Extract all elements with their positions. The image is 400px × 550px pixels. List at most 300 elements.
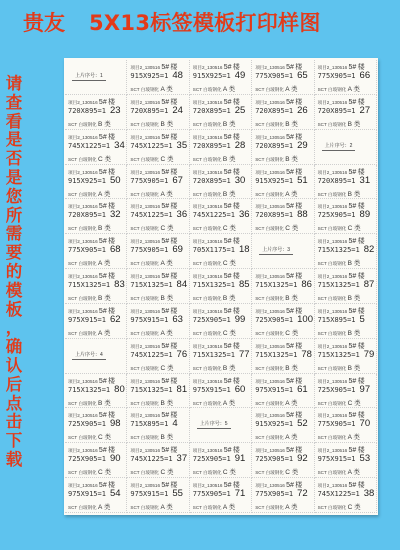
project-code: 项目2_130516 [255, 274, 285, 280]
spec-line [68, 398, 111, 407]
building-unit: 楼 [170, 482, 178, 490]
size-line [193, 105, 246, 116]
glass-spec: SCT 白玻钢化 [317, 191, 347, 197]
sequence-label: 上片序号：5 [199, 421, 228, 428]
spec-line [68, 119, 111, 128]
glass-spec: SCT 白玻钢化 [192, 261, 222, 267]
label-cell [190, 339, 252, 374]
building-number: 5# [161, 203, 170, 211]
glass-spec: SCT 白玻钢化 [192, 296, 222, 302]
size-line [255, 314, 313, 325]
label-cell [252, 443, 314, 478]
label-cell [65, 408, 127, 443]
project-code: 项目2_130516 [317, 169, 348, 175]
label-cell [315, 165, 377, 200]
building-unit: 楼 [170, 412, 178, 420]
glass-class: A 类 [285, 434, 298, 442]
piece-number: 55 [172, 488, 183, 500]
label-cell [127, 199, 189, 234]
glass-class: B 类 [98, 399, 111, 407]
project-code: 项目2_130516 [192, 274, 223, 280]
prompt-char: 要 [5, 243, 23, 263]
size-line [130, 488, 183, 499]
building-unit: 楼 [357, 482, 365, 490]
label-cell [315, 199, 377, 234]
glass-spec: SCT 白玻钢化 [68, 191, 97, 197]
glass-size: 745X1225=1 [192, 211, 235, 220]
building-unit: 楼 [108, 203, 115, 211]
label-grid [65, 60, 377, 513]
piece-number: 67 [172, 174, 183, 186]
piece-number: 24 [172, 104, 183, 116]
piece-number: 89 [359, 209, 371, 221]
piece-number: 34 [114, 139, 125, 151]
label-cell [252, 269, 314, 304]
prompt-char: 您 [5, 186, 23, 206]
piece-number: 61 [297, 383, 308, 395]
project-code: 项目2_130516 [130, 65, 161, 70]
glass-spec: SCT 白玻钢化 [317, 365, 347, 371]
brand-name: 贵友 [23, 11, 65, 35]
label-cell [315, 304, 377, 339]
piece-number: 37 [176, 453, 188, 465]
glass-class: A 类 [347, 434, 360, 442]
spec-line [318, 328, 361, 337]
size-line [130, 279, 187, 290]
spec-line [130, 363, 173, 372]
size-line [68, 105, 121, 116]
size-line [255, 140, 308, 151]
prompt-char: 载 [5, 449, 23, 469]
glass-size: 720X895=1 [255, 141, 294, 150]
spec-line [318, 398, 361, 407]
label-cell [315, 95, 377, 130]
label-cell [127, 130, 189, 165]
spec-line [130, 84, 172, 93]
building-unit: 楼 [108, 168, 115, 176]
size-line [193, 279, 250, 290]
size-line [130, 418, 177, 429]
label-cell [252, 374, 314, 409]
label-cell [252, 339, 314, 374]
glass-size: 720X895=1 [192, 141, 231, 150]
project-code: 项目2_130516 [68, 99, 98, 105]
size-line [318, 105, 371, 116]
prompt-char: 认 [5, 355, 23, 375]
glass-class: C 类 [285, 329, 299, 337]
prompt-char: 否 [5, 149, 23, 169]
glass-size: 975X915=1 [192, 385, 231, 394]
glass-spec: SCT 白玻钢化 [255, 470, 284, 476]
building-unit: 楼 [357, 64, 365, 71]
label-cell [315, 60, 377, 95]
spec-line [255, 84, 297, 93]
glass-class: A 类 [222, 399, 236, 407]
project-code: 项目2_130516 [192, 65, 223, 70]
glass-spec: SCT 白玻钢化 [68, 156, 97, 162]
spec-line [130, 223, 173, 232]
size-line [130, 209, 187, 220]
piece-number: 62 [109, 313, 121, 325]
label-cell [190, 165, 252, 200]
project-code: 项目2_130516 [317, 204, 348, 210]
piece-number: 79 [363, 348, 375, 360]
glass-class: A 类 [160, 260, 173, 268]
project-code: 项目2_130516 [192, 204, 223, 210]
glass-class: C 类 [222, 225, 236, 233]
label-cell [65, 234, 127, 269]
glass-spec: SCT 白玻钢化 [255, 365, 284, 371]
glass-size: 775X905=1 [130, 176, 169, 185]
glass-size: 725X905=1 [255, 455, 294, 464]
glass-spec: SCT 白玻钢化 [317, 226, 347, 232]
spec-line [130, 398, 173, 407]
piece-number: 78 [301, 348, 312, 360]
glass-class: C 类 [160, 225, 174, 233]
glass-size: 745X1225=1 [130, 141, 173, 150]
building-unit: 楼 [232, 133, 240, 141]
building-number: 5# [98, 447, 107, 455]
building-number: 5# [348, 307, 357, 315]
glass-class: B 类 [222, 295, 236, 303]
project-code: 项目2_130516 [317, 239, 348, 245]
piece-number: 27 [359, 104, 371, 116]
building-unit: 楼 [232, 98, 240, 106]
project-code: 项目2_130516 [317, 413, 348, 419]
glass-spec: SCT 白玻钢化 [317, 261, 347, 267]
glass-spec: SCT 白玻钢化 [130, 505, 160, 511]
glass-class: A 类 [160, 504, 173, 512]
glass-size: 715X1325=1 [255, 350, 298, 359]
building-unit: 楼 [108, 447, 115, 455]
glass-class: A 类 [285, 504, 298, 512]
size-line [318, 279, 375, 290]
piece-number: 60 [234, 383, 246, 395]
project-code: 项目2_130516 [192, 378, 223, 384]
size-line [255, 105, 308, 116]
glass-class: C 类 [98, 469, 112, 477]
project-code: 项目2_130516 [192, 308, 223, 314]
label-cell [190, 443, 252, 478]
project-code: 项目2_130516 [317, 65, 348, 70]
glass-class: B 类 [160, 120, 174, 128]
building-number: 5# [286, 412, 294, 420]
building-unit: 楼 [232, 64, 240, 71]
label-cell [65, 165, 127, 200]
building-number: 5# [98, 412, 107, 420]
size-line [255, 175, 308, 186]
piece-number: 92 [297, 453, 308, 465]
glass-spec: SCT 白玻钢化 [68, 261, 97, 267]
label-cell [65, 269, 127, 304]
spec-line [193, 119, 236, 128]
size-line [68, 209, 121, 220]
glass-spec: SCT 白玻钢化 [130, 87, 160, 92]
prompt-char: 是 [5, 167, 23, 187]
glass-spec: SCT 白玻钢化 [130, 365, 160, 371]
building-unit: 楼 [357, 377, 365, 385]
label-cell [315, 234, 377, 269]
glass-size: 725X905=1 [255, 315, 294, 324]
label-cell [190, 130, 252, 165]
sequence-label: 上片序号：2 [324, 142, 353, 149]
label-cell-placeholder [65, 339, 127, 374]
label-cell [315, 374, 377, 409]
glass-size: 725X905=1 [192, 315, 231, 324]
piece-number: 66 [359, 70, 371, 81]
building-number: 5# [223, 203, 232, 211]
building-unit: 楼 [295, 64, 303, 71]
spec-line [318, 84, 360, 93]
label-cell [190, 269, 252, 304]
glass-spec: SCT 白玻钢化 [317, 121, 347, 127]
label-cell [315, 408, 377, 443]
glass-size: 715X1325=1 [68, 281, 111, 290]
glass-size: 720X895=1 [192, 176, 231, 185]
label-cell [315, 269, 377, 304]
building-number: 5# [348, 64, 357, 71]
project-code: 项目2_130516 [68, 413, 98, 419]
building-unit: 楼 [232, 447, 240, 455]
spec-line [130, 328, 172, 337]
size-line [318, 314, 365, 325]
glass-class: B 类 [222, 120, 236, 128]
building-number: 5# [98, 273, 107, 281]
building-number: 5# [286, 447, 294, 455]
project-code: 项目2_130516 [130, 169, 161, 175]
glass-class: B 类 [347, 364, 361, 372]
glass-size: 725X905=1 [68, 420, 106, 429]
spec-line [255, 502, 297, 511]
glass-class: B 类 [98, 120, 111, 128]
building-number: 5# [286, 377, 294, 385]
size-line [193, 209, 250, 220]
project-code: 项目2_130516 [192, 134, 223, 140]
glass-class: C 类 [285, 225, 299, 233]
piece-number: 72 [297, 488, 308, 500]
glass-spec: SCT 白玻钢化 [317, 435, 347, 441]
spec-line [318, 363, 361, 372]
label-cell [127, 95, 189, 130]
piece-number: 53 [359, 453, 371, 465]
spec-line [255, 293, 298, 302]
piece-number: 63 [172, 313, 183, 325]
building-number: 5# [348, 238, 357, 246]
project-code: 项目2_130516 [130, 378, 161, 384]
spec-line [68, 502, 110, 511]
building-number: 5# [161, 447, 170, 455]
glass-class: B 类 [347, 120, 361, 128]
glass-size: 720X895=1 [255, 211, 294, 220]
glass-spec: SCT 白玻钢化 [255, 191, 284, 197]
project-code: 项目2_130516 [68, 239, 98, 245]
spec-line [130, 189, 172, 198]
building-number: 5# [348, 412, 357, 420]
glass-class: A 类 [222, 86, 236, 93]
piece-number: 88 [297, 209, 308, 221]
spec-line [193, 328, 236, 337]
size-line [255, 488, 308, 499]
label-cell [252, 60, 314, 95]
piece-number: 87 [363, 279, 375, 291]
label-cell [315, 478, 377, 513]
size-line [193, 314, 246, 325]
project-code: 项目2_130516 [317, 343, 348, 349]
label-cell [315, 443, 377, 478]
glass-size: 745X1225=1 [130, 211, 173, 220]
glass-spec: SCT 白玻钢化 [317, 296, 347, 302]
piece-number: 31 [359, 174, 371, 186]
building-unit: 楼 [357, 203, 365, 211]
prompt-char: 板 [5, 299, 23, 319]
size-line [68, 418, 121, 429]
spec-line [68, 258, 110, 267]
building-unit: 楼 [170, 377, 178, 385]
spec-line [193, 293, 236, 302]
building-number: 5# [286, 307, 294, 315]
spec-line [68, 467, 111, 476]
glass-size: 915X925=1 [192, 72, 231, 80]
glass-class: C 类 [98, 155, 112, 163]
piece-number: 85 [238, 279, 250, 291]
project-code: 项目2_130516 [255, 413, 285, 419]
piece-number: 91 [234, 453, 246, 465]
prompt-char: 确 [5, 337, 23, 357]
project-code: 项目2_130516 [130, 239, 161, 245]
building-number: 5# [161, 64, 170, 71]
piece-number: 51 [297, 174, 308, 186]
building-number: 5# [286, 342, 294, 350]
building-unit: 楼 [295, 273, 303, 281]
building-number: 5# [98, 168, 107, 176]
glass-spec: SCT 白玻钢化 [255, 87, 284, 92]
glass-class: A 类 [160, 190, 173, 198]
project-code: 项目2_130516 [68, 204, 98, 210]
spec-line [255, 432, 297, 441]
glass-class: C 类 [347, 225, 361, 233]
project-code: 项目2_130516 [68, 483, 98, 489]
glass-spec: SCT 白玻钢化 [317, 505, 347, 511]
glass-class: A 类 [98, 504, 111, 512]
glass-size: 775X905=1 [192, 490, 231, 499]
building-number: 5# [161, 273, 170, 281]
glass-class: C 类 [285, 469, 299, 477]
prompt-char: 所 [5, 205, 23, 225]
glass-class: A 类 [285, 399, 298, 407]
piece-number: 32 [109, 209, 121, 221]
glass-spec: SCT 白玻钢化 [68, 226, 97, 232]
spec-line [130, 293, 173, 302]
spec-line [255, 398, 297, 407]
glass-size: 715X1325=1 [68, 385, 111, 394]
glass-size: 720X895=1 [192, 106, 231, 115]
project-code: 项目2_130516 [317, 308, 348, 314]
project-code: 项目2_130516 [255, 448, 285, 454]
glass-size: 715X1325=1 [317, 281, 360, 290]
glass-size: 775X905=1 [130, 246, 169, 255]
label-cell [190, 199, 252, 234]
building-number: 5# [348, 203, 357, 211]
label-cell-placeholder [65, 60, 127, 95]
project-code: 项目2_130516 [192, 343, 223, 349]
size-line [318, 384, 371, 395]
glass-class: B 类 [222, 190, 236, 198]
glass-spec: SCT 白玻钢化 [192, 470, 222, 476]
building-unit: 楼 [108, 238, 115, 246]
building-unit: 楼 [170, 273, 178, 281]
project-code: 项目2_130516 [192, 448, 223, 454]
building-number: 5# [98, 203, 107, 211]
label-cell [252, 304, 314, 339]
glass-class: B 类 [285, 364, 298, 372]
glass-spec: SCT 白玻钢化 [317, 87, 347, 92]
label-cell [252, 95, 314, 130]
prompt-char: 击 [5, 412, 23, 432]
building-unit: 楼 [357, 342, 365, 350]
size-line [130, 140, 187, 151]
building-unit: 楼 [295, 168, 303, 176]
glass-class: A 类 [285, 86, 298, 93]
building-number: 5# [348, 342, 357, 350]
spec-line [255, 189, 297, 198]
glass-spec: SCT 白玻钢化 [192, 365, 222, 371]
glass-size: 975X915=1 [317, 455, 356, 464]
glass-spec: SCT 白玻钢化 [130, 261, 160, 267]
building-number: 5# [223, 342, 232, 350]
building-unit: 楼 [232, 203, 240, 211]
glass-class: B 类 [222, 364, 236, 372]
label-cell [252, 165, 314, 200]
glass-spec: SCT 白玻钢化 [192, 191, 222, 197]
glass-class: C 类 [222, 469, 236, 477]
glass-class: C 类 [347, 399, 361, 407]
size-line [68, 314, 121, 325]
glass-size: 720X895=1 [255, 106, 294, 115]
project-code: 项目2_130516 [68, 378, 98, 384]
project-code: 项目2_130516 [130, 134, 161, 140]
label-cell [127, 374, 189, 409]
size-line [193, 453, 246, 464]
glass-size: 725X905=1 [317, 385, 356, 394]
building-unit: 楼 [170, 342, 178, 350]
size-line [193, 175, 246, 186]
building-number: 5# [161, 482, 170, 490]
glass-size: 720X895=1 [68, 211, 106, 220]
building-number: 5# [223, 273, 232, 281]
building-number: 5# [223, 238, 232, 246]
glass-class: A 类 [347, 469, 360, 477]
spec-line [318, 119, 361, 128]
spec-line [193, 363, 236, 372]
glass-class: B 类 [98, 225, 111, 233]
glass-class: A 类 [160, 329, 173, 337]
building-unit: 楼 [170, 447, 178, 455]
size-line [130, 384, 187, 395]
spec-line [68, 293, 111, 302]
glass-class: A 类 [347, 86, 360, 93]
spec-line [130, 258, 172, 267]
size-line [193, 349, 250, 360]
glass-class: B 类 [285, 155, 298, 163]
size-line [255, 453, 308, 464]
glass-size: 745X1225=1 [317, 490, 360, 499]
project-code: 项目2_130516 [255, 65, 285, 70]
prompt-char: 请 [5, 74, 23, 93]
building-number: 5# [223, 377, 232, 385]
spec-line [193, 502, 235, 511]
size-line [130, 70, 183, 81]
size-line [193, 488, 246, 499]
